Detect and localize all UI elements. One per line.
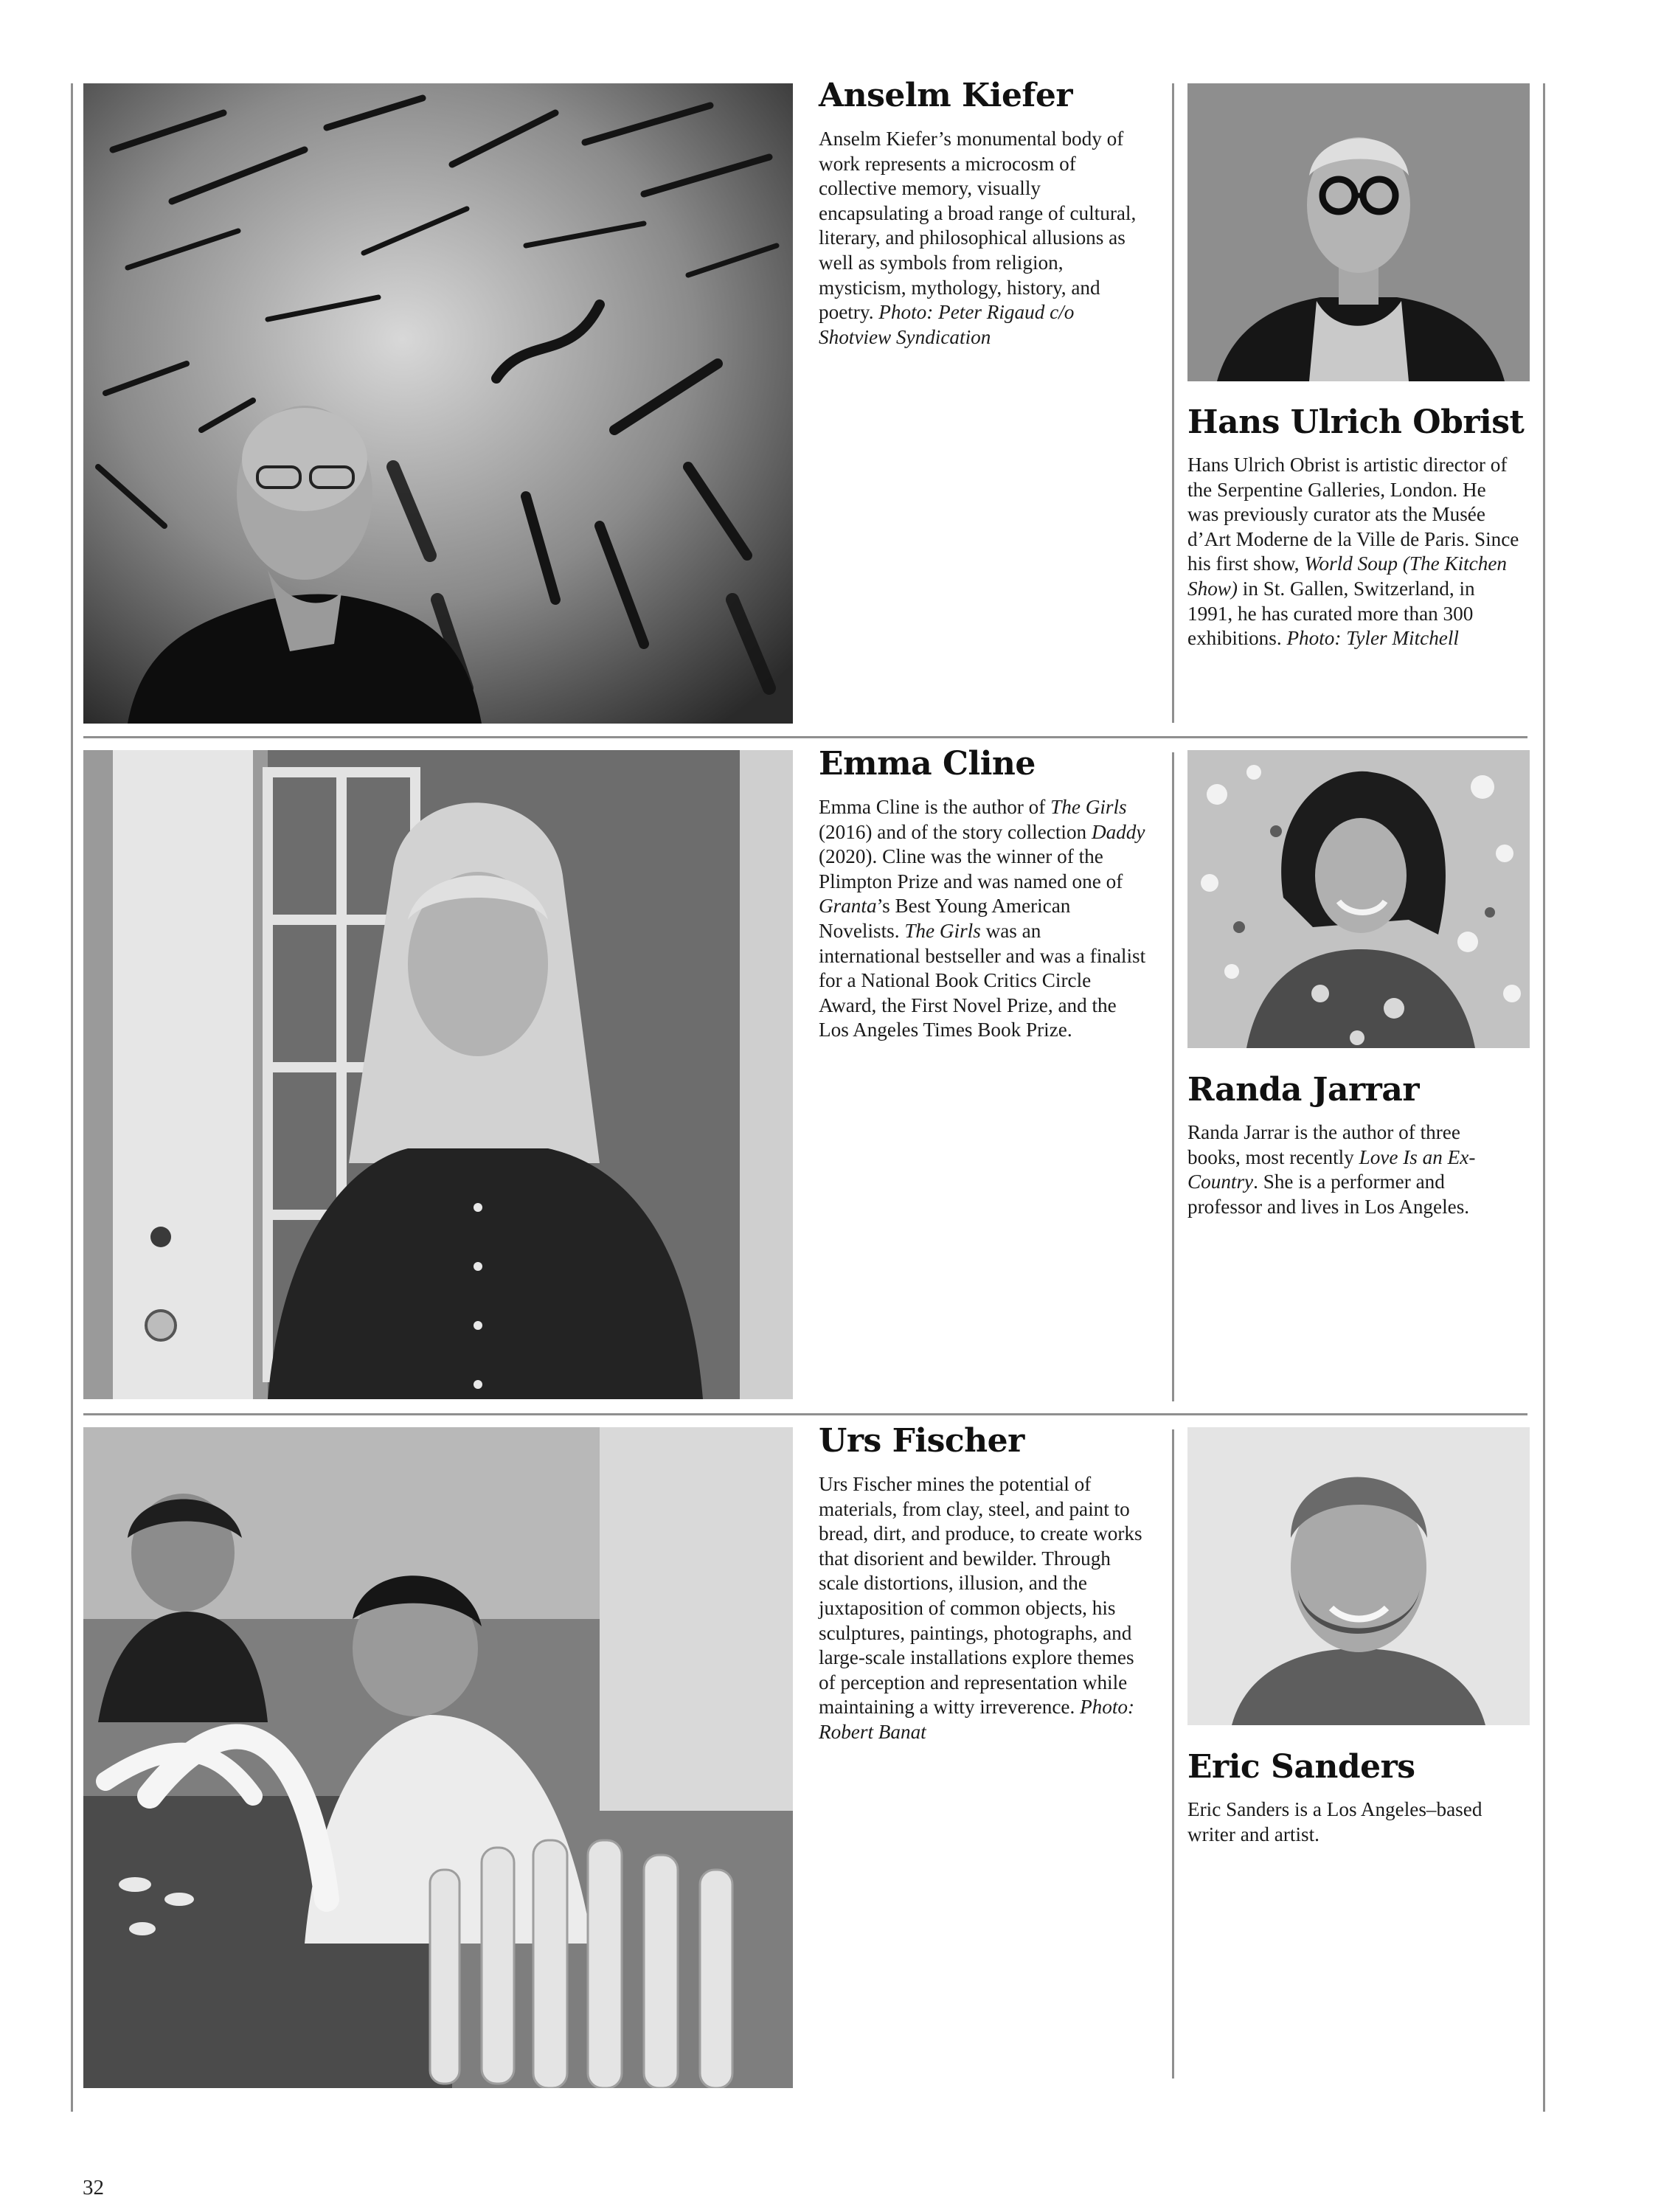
bio-italic-run: World Soup (The Kitchen Show) bbox=[1187, 552, 1507, 600]
row-divider-2 bbox=[83, 1413, 1527, 1415]
urs-fischer-photo bbox=[83, 1427, 793, 2088]
hans-ulrich-obrist-name: Hans Ulrich Obrist bbox=[1187, 403, 1525, 441]
bio-text-run: in St. Gallen, Switzerland, in 1991, he has curated more than 300 exhibitions. bbox=[1187, 577, 1475, 650]
bio-italic-run: The Girls bbox=[904, 919, 981, 942]
bio-text-run: Eric Sanders is a Los Angeles–based writer and artist. bbox=[1187, 1798, 1482, 1845]
column-rule-row-1 bbox=[1172, 83, 1174, 723]
urs-fischer-name: Urs Fischer bbox=[819, 1422, 1024, 1460]
anselm-kiefer-bio bbox=[819, 127, 1147, 350]
emma-cline-name: Emma Cline bbox=[819, 745, 1036, 783]
left-page-rule bbox=[71, 83, 73, 2112]
bio-italic-run: Granta bbox=[819, 895, 877, 918]
bio-italic-run: Photo: Peter Rigaud c/o Shotview Syndication bbox=[819, 301, 1075, 348]
anselm-kiefer-photo bbox=[83, 83, 793, 724]
emma-cline-bio bbox=[819, 795, 1147, 1043]
randa-jarrar-photo bbox=[1187, 750, 1530, 1048]
bio-italic-run: Photo: Tyler Mitchell bbox=[1286, 627, 1459, 650]
eric-sanders-photo bbox=[1187, 1427, 1530, 1725]
bio-text-run: Emma Cline is the author of bbox=[819, 796, 1051, 818]
bio-text-run: was an international bestseller and was a finalist for a National Book Critics Circle Award, the First Novel Prize, and the Los Angeles Times Book Prize. bbox=[819, 919, 1146, 1041]
hans-ulrich-obrist-bio bbox=[1187, 453, 1519, 651]
eric-sanders-bio bbox=[1187, 1797, 1516, 1847]
bio-italic-run: Love Is an Ex-Country bbox=[1187, 1145, 1476, 1193]
bio-text-run: . She is a performer and professor and lives in Los Angeles. bbox=[1187, 1171, 1470, 1218]
bio-text-run: Anselm Kiefer’s monumental body of work represents a microcosm of collective memory, visually encapsulating a broad range of cultural, literary, and philosophical allusions as well as symbols from religion, mysticism, mythology, history, and poetry. bbox=[819, 128, 1137, 324]
eric-sanders-name: Eric Sanders bbox=[1187, 1748, 1415, 1786]
randa-jarrar-name: Randa Jarrar bbox=[1187, 1071, 1420, 1109]
bio-text-run: (2020). Cline was the winner of the Plimpton Prize and was named one of bbox=[819, 845, 1123, 892]
anselm-kiefer-name: Anselm Kiefer bbox=[819, 77, 1073, 114]
hans-ulrich-obrist-photo bbox=[1187, 83, 1530, 381]
bio-text-run: (2016) and of the story collection bbox=[819, 820, 1092, 843]
bio-text-run: ’s Best Young American Novelists. bbox=[819, 895, 1071, 942]
row-divider-1 bbox=[83, 736, 1527, 738]
bio-text-run: Randa Jarrar is the author of three books, most recently bbox=[1187, 1121, 1460, 1168]
urs-fischer-bio bbox=[819, 1472, 1151, 1745]
bio-italic-run: Photo: Robert Banat bbox=[819, 1696, 1135, 1743]
bio-text-run: Urs Fischer mines the potential of materials, from clay, steel, and paint to bread, dirt, and produce, to create works that disorient and bewilder. Through scale distortions, illusion, and the juxtaposition of common objects, his sculptures, paintings, photographs, and large-scale installations explore themes of perception and representation while maintaining a witty irreverence. bbox=[819, 1473, 1142, 1719]
emma-cline-photo bbox=[83, 750, 793, 1399]
bio-text-run: Hans Ulrich Obrist is artistic director of the Serpentine Galleries, London. He was previously curator ats the Musée d’Art Moderne de la Ville de Paris. Since his first show, bbox=[1187, 454, 1519, 575]
randa-jarrar-bio bbox=[1187, 1120, 1516, 1219]
column-rule-row-3 bbox=[1172, 1429, 1174, 2078]
bio-italic-run: The Girls bbox=[1050, 796, 1127, 818]
right-page-rule bbox=[1543, 83, 1545, 2112]
column-rule-row-2 bbox=[1172, 752, 1174, 1401]
bio-italic-run: Daddy bbox=[1091, 820, 1145, 843]
page-number: 32 bbox=[83, 2176, 104, 2199]
